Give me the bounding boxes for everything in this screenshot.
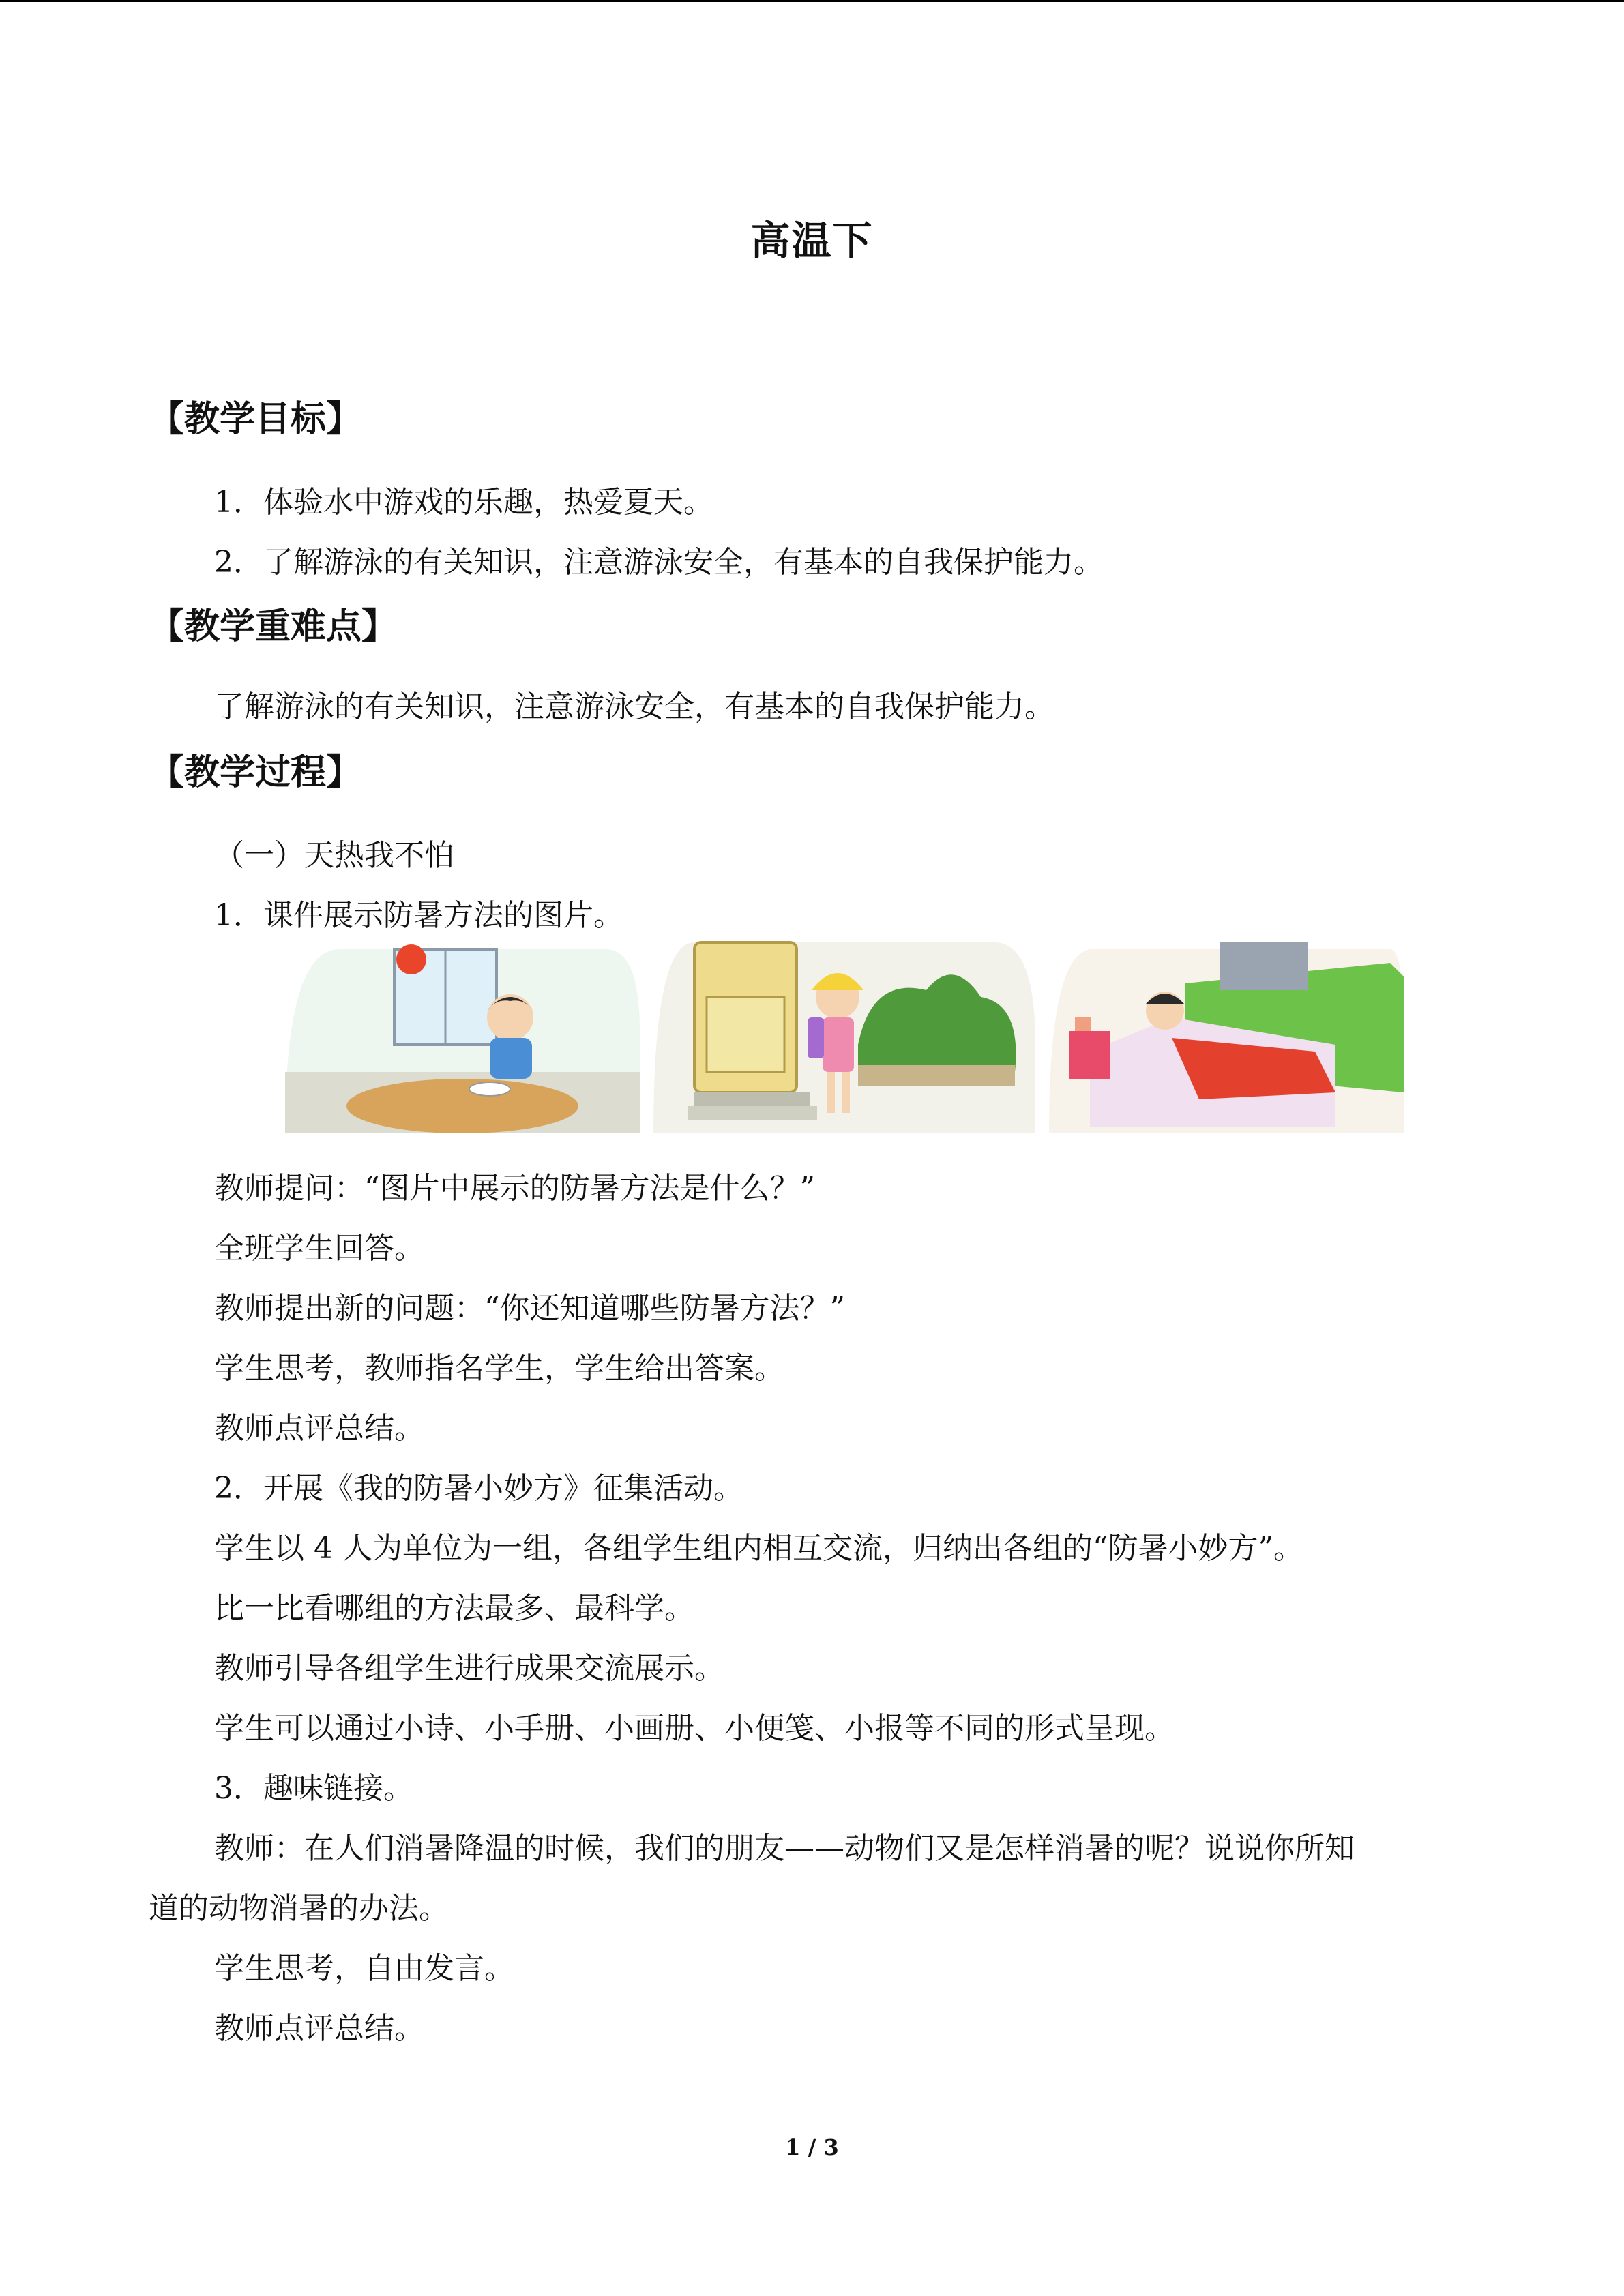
student-answer-2: 学生思考，教师指名学生，学生给出答案。 bbox=[214, 1351, 784, 1386]
step-1: 1．课件展示防暑方法的图片。 bbox=[214, 898, 623, 933]
group-activity: 学生以 4 人为单位为一组，各组学生组内相互交流，归纳出各组的“防暑小妙方”。 bbox=[214, 1531, 1303, 1566]
keypoints-heading: 【教学重难点】 bbox=[149, 606, 398, 647]
teacher-question-2: 教师提出新的问题：“你还知道哪些防暑方法？” bbox=[214, 1291, 845, 1326]
teacher-prompt-line-1: 教师：在人们消暑降温的时候，我们的朋友——动物们又是怎样消暑的呢？说说你所知 bbox=[214, 1831, 1355, 1866]
compare-groups: 比一比看哪组的方法最多、最科学。 bbox=[214, 1591, 694, 1626]
process-heading: 【教学过程】 bbox=[149, 752, 362, 793]
scene-eating-icon bbox=[285, 944, 640, 1133]
teacher-guide: 教师引导各组学生进行成果交流展示。 bbox=[214, 1651, 724, 1686]
page-number: 1 / 3 bbox=[785, 2134, 839, 2160]
top-border bbox=[0, 0, 1624, 2]
goals-heading: 【教学目标】 bbox=[149, 399, 362, 440]
keypoint-text: 了解游泳的有关知识，注意游泳安全，有基本的自我保护能力。 bbox=[214, 689, 1054, 724]
scene-nap-icon bbox=[1049, 942, 1404, 1133]
students-think: 学生思考，自由发言。 bbox=[214, 1951, 514, 1986]
goal-1: 1．体验水中游戏的乐趣，热爱夏天。 bbox=[214, 485, 713, 520]
student-answer-1: 全班学生回答。 bbox=[214, 1231, 424, 1266]
scene-hat-icon bbox=[653, 942, 1035, 1133]
cooling-methods-illustration bbox=[285, 936, 1404, 1139]
teacher-prompt-line-2: 道的动物消暑的办法。 bbox=[149, 1891, 449, 1926]
teacher-summary-2: 教师点评总结。 bbox=[214, 2011, 424, 2046]
teacher-summary-1: 教师点评总结。 bbox=[214, 1411, 424, 1446]
page-title: 高温下 bbox=[750, 218, 874, 264]
step-2: 2．开展《我的防暑小妙方》征集活动。 bbox=[214, 1471, 743, 1506]
part-1-heading: （一）天热我不怕 bbox=[214, 838, 454, 873]
teacher-question-1: 教师提问：“图片中展示的防暑方法是什么？” bbox=[214, 1171, 815, 1206]
presentation-forms: 学生可以通过小诗、小手册、小画册、小便笺、小报等不同的形式呈现。 bbox=[214, 1711, 1175, 1746]
goal-2: 2．了解游泳的有关知识，注意游泳安全，有基本的自我保护能力。 bbox=[214, 545, 1104, 580]
step-3: 3．趣味链接。 bbox=[214, 1771, 413, 1806]
